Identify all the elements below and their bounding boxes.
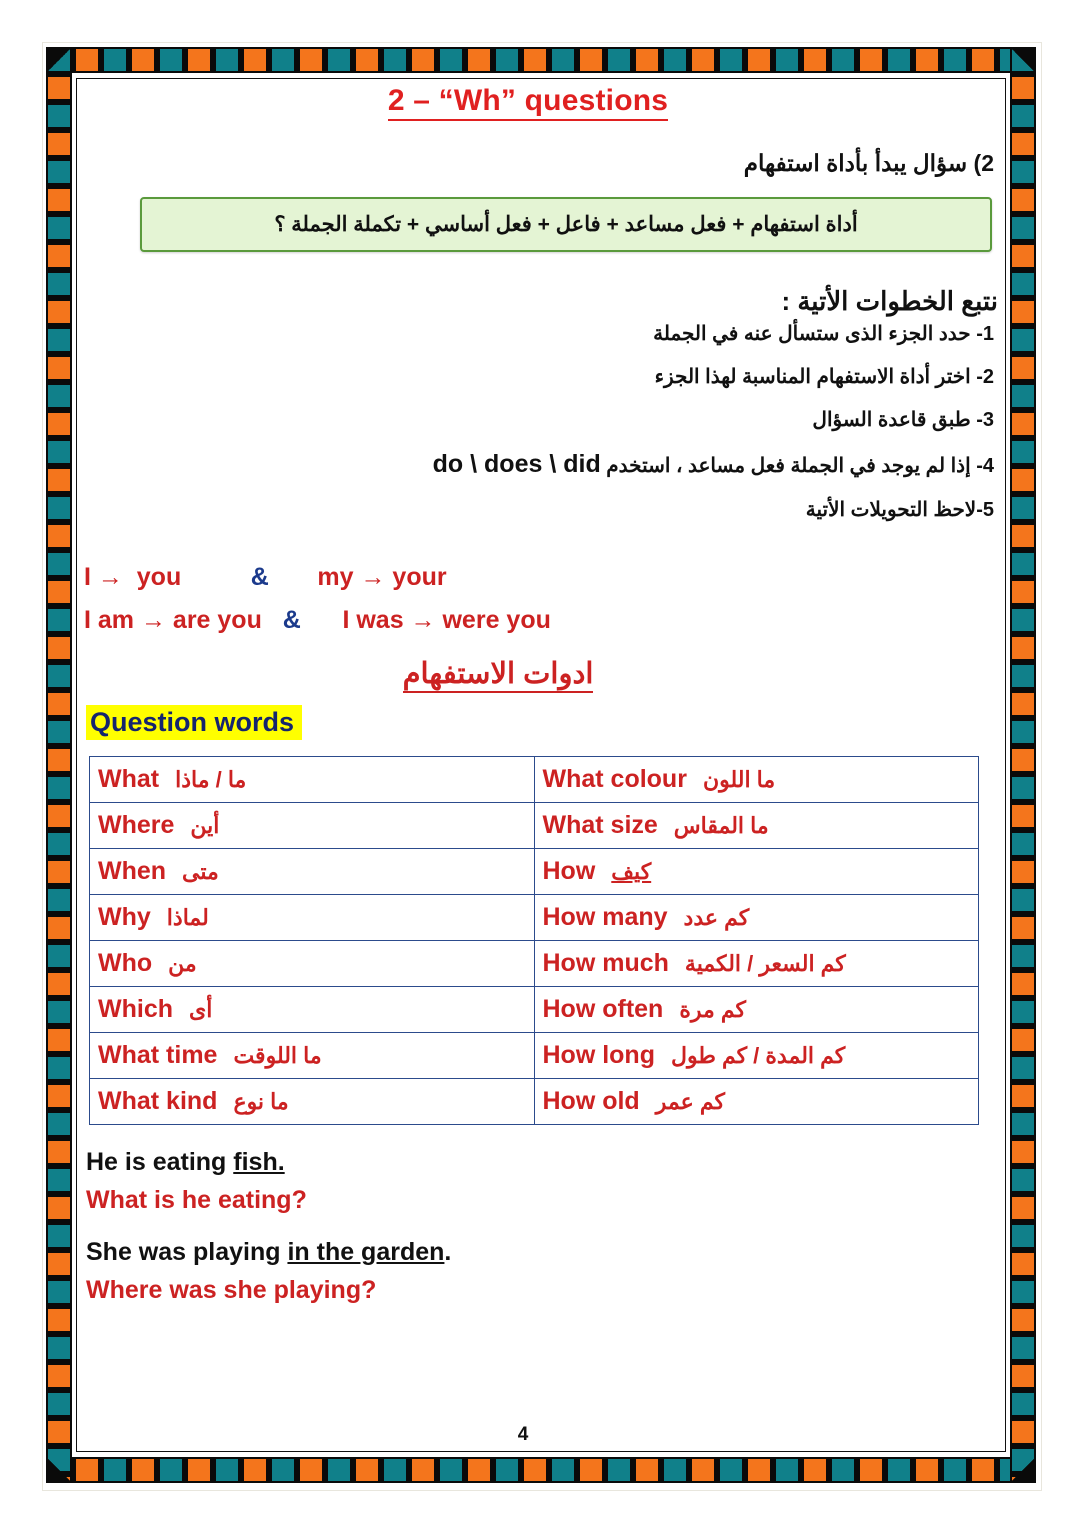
- frame-tile: [48, 385, 70, 407]
- frame-tile: [1012, 1421, 1034, 1443]
- frame-band-bottom: [46, 1457, 1036, 1483]
- frame-corner-top-right-icon: [1010, 47, 1036, 73]
- conversion-2-amp: &: [282, 606, 301, 634]
- frame-tile: [776, 1459, 798, 1481]
- frame-tile: [48, 469, 70, 491]
- question-word-cell-left: [90, 757, 535, 803]
- frame-tile: [48, 861, 70, 883]
- question-word-pair: [543, 857, 971, 886]
- frame-tile: [48, 1309, 70, 1331]
- content-area: [78, 80, 1008, 1460]
- question-word-cell-left: [90, 895, 535, 941]
- question-word-english: How old: [542, 1087, 640, 1115]
- question-word-pair: [543, 949, 971, 978]
- frame-tile: [1012, 441, 1034, 463]
- frame-tile: [720, 1459, 742, 1481]
- frame-tile: [216, 1459, 238, 1481]
- question-word-pair: [98, 857, 526, 886]
- frame-tile: [48, 217, 70, 239]
- frame-tile: [48, 609, 70, 631]
- question-word-pair: [543, 1041, 971, 1070]
- example-2-question: Where was she playing?: [86, 1276, 377, 1304]
- frame-tile: [300, 49, 322, 71]
- frame-tile: [1012, 1337, 1034, 1359]
- example-2-statement: [86, 1233, 1008, 1271]
- frame-tile: [1012, 805, 1034, 827]
- frame-tile: [104, 1459, 126, 1481]
- frame-tile: [1012, 973, 1034, 995]
- frame-tile: [1012, 189, 1034, 211]
- pronoun-conversions: [78, 556, 1008, 642]
- question-word-arabic: ما اللون: [702, 767, 776, 792]
- question-word-arabic: لماذا: [166, 905, 209, 930]
- step-1-text: 1- حدد الجزء الذى ستسأل عنه في الجملة: [653, 323, 994, 345]
- question-word-english: How much: [542, 949, 669, 977]
- frame-tile: [720, 49, 742, 71]
- question-word-pair: [543, 995, 971, 1024]
- frame-tile: [48, 833, 70, 855]
- frame-tile: [356, 1459, 378, 1481]
- question-word-arabic: كم عدد: [683, 905, 750, 930]
- frame-tile: [1012, 497, 1034, 519]
- frame-tile: [48, 805, 70, 827]
- question-word-pair: [543, 811, 971, 840]
- frame-tile: [972, 1459, 994, 1481]
- frame-band-left: [46, 47, 72, 1483]
- step-4-text: 4- إذا لم يوجد في الجملة فعل مساعد ، استخدم: [606, 455, 994, 477]
- frame-tile: [328, 49, 350, 71]
- frame-tile: [48, 273, 70, 295]
- question-word-arabic: كم السعر / الكمية: [684, 951, 846, 976]
- step-2: [78, 364, 1008, 389]
- example-2-statement-underline: in the garden: [287, 1238, 445, 1266]
- frame-tile: [356, 49, 378, 71]
- question-word-english: How many: [542, 903, 668, 931]
- frame-tile: [48, 1197, 70, 1219]
- frame-tile: [580, 1459, 602, 1481]
- frame-tile: [1012, 385, 1034, 407]
- question-word-english: Why: [98, 903, 151, 931]
- question-word-cell-right: [534, 757, 979, 803]
- table-row: [90, 757, 979, 803]
- question-word-arabic: ما اللوقت: [233, 1043, 322, 1068]
- frame-tile: [48, 917, 70, 939]
- question-word-cell-right: [534, 803, 979, 849]
- formula-box: أداة استفهام + فعل مساعد + فاعل + فعل أساسي + تكملة الجملة ؟: [140, 197, 992, 252]
- frame-tile: [48, 637, 70, 659]
- frame-tile: [48, 189, 70, 211]
- conversion-1-amp: &: [250, 563, 269, 591]
- question-word-english: How long: [542, 1041, 655, 1069]
- frame-tile: [1012, 721, 1034, 743]
- frame-tile: [860, 49, 882, 71]
- frame-tile: [48, 161, 70, 183]
- frame-tile: [692, 49, 714, 71]
- frame-tile: [1012, 357, 1034, 379]
- frame-tile: [48, 133, 70, 155]
- question-word-arabic: كم المدة / كم طول: [670, 1043, 846, 1068]
- question-word-cell-left: [90, 1033, 535, 1079]
- frame-tile: [496, 1459, 518, 1481]
- frame-tile: [1012, 1253, 1034, 1275]
- table-row: [90, 987, 979, 1033]
- question-word-cell-right: [534, 849, 979, 895]
- frame-tile: [1012, 1309, 1034, 1331]
- frame-tile: [48, 1113, 70, 1135]
- question-word-cell-left: [90, 987, 535, 1033]
- frame-tile: [832, 49, 854, 71]
- frame-tile: [440, 49, 462, 71]
- frame-tile: [188, 1459, 210, 1481]
- question-word-arabic: كم مرة: [679, 997, 747, 1022]
- frame-tile: [1012, 217, 1034, 239]
- frame-tile: [1012, 469, 1034, 491]
- table-row: [90, 849, 979, 895]
- example-2-statement-post: .: [444, 1238, 452, 1266]
- arabic-section-heading-text: ادوات الاستفهام: [403, 658, 594, 693]
- frame-tile: [636, 1459, 658, 1481]
- frame-tile: [48, 525, 70, 547]
- frame-tile: [48, 1169, 70, 1191]
- question-word-cell-left: [90, 849, 535, 895]
- frame-tile: [1012, 245, 1034, 267]
- frame-tile: [48, 245, 70, 267]
- frame-tile: [1012, 833, 1034, 855]
- question-word-arabic: أى: [189, 997, 213, 1022]
- frame-tile: [48, 497, 70, 519]
- question-word-pair: [98, 1041, 526, 1070]
- question-word-arabic: كم عمر: [655, 1089, 725, 1114]
- question-word-pair: [98, 995, 526, 1024]
- frame-tile: [328, 1459, 350, 1481]
- question-word-cell-left: [90, 803, 535, 849]
- frame-tile: [48, 1253, 70, 1275]
- frame-tile: [272, 1459, 294, 1481]
- frame-tile: [48, 777, 70, 799]
- step-1: [78, 321, 1008, 346]
- step-5: [78, 497, 1008, 522]
- frame-tile: [384, 1459, 406, 1481]
- frame-tile: [76, 1459, 98, 1481]
- example-2-statement-pre: She was playing: [86, 1238, 288, 1266]
- question-word-pair: [543, 765, 971, 794]
- frame-tile: [524, 1459, 546, 1481]
- question-word-english: What kind: [98, 1087, 218, 1115]
- frame-tile: [552, 49, 574, 71]
- frame-tile: [1012, 749, 1034, 771]
- question-word-arabic: أين: [190, 813, 220, 838]
- frame-tile: [48, 581, 70, 603]
- frame-tile: [440, 1459, 462, 1481]
- frame-tile: [48, 665, 70, 687]
- frame-tile: [1012, 273, 1034, 295]
- frame-tile: [1012, 609, 1034, 631]
- step-4: [78, 450, 1008, 479]
- page-title: [48, 80, 1008, 118]
- frame-tile: [160, 49, 182, 71]
- frame-tile: [300, 1459, 322, 1481]
- conversion-1-left: I → you: [84, 563, 182, 591]
- question-word-pair: [98, 1087, 526, 1116]
- frame-tile: [1012, 1113, 1034, 1135]
- question-words-table: [89, 756, 979, 1125]
- frame-tile: [216, 49, 238, 71]
- frame-tile: [1012, 581, 1034, 603]
- frame-tile: [748, 1459, 770, 1481]
- question-word-arabic: كيف: [611, 859, 652, 884]
- conversion-1-right: my → your: [317, 563, 447, 591]
- frame-band-top: [46, 47, 1036, 73]
- step-3-text: 3- طبق قاعدة السؤال: [812, 409, 994, 431]
- frame-tile: [1012, 1281, 1034, 1303]
- frame-tile: [1012, 1057, 1034, 1079]
- question-words-heading: [78, 707, 1008, 738]
- frame-tile: [888, 49, 910, 71]
- frame-tile: [48, 973, 70, 995]
- question-word-english: What: [98, 765, 160, 793]
- frame-tile: [48, 945, 70, 967]
- conversion-2-right: I was → were you: [342, 606, 551, 634]
- steps-heading: نتبع الخطوات الأتية :: [781, 286, 998, 316]
- frame-tile: [412, 49, 434, 71]
- question-word-arabic: من: [168, 951, 197, 976]
- question-word-english: Which: [98, 995, 173, 1023]
- frame-tile: [48, 1001, 70, 1023]
- frame-tile: [132, 1459, 154, 1481]
- frame-tile: [1012, 1169, 1034, 1191]
- frame-tile: [412, 1459, 434, 1481]
- question-word-cell-right: [534, 1079, 979, 1125]
- question-word-english: Where: [98, 811, 175, 839]
- question-word-arabic: متى: [182, 859, 219, 884]
- frame-tile: [76, 49, 98, 71]
- example-1-statement-pre: He is eating: [86, 1148, 234, 1176]
- frame-band-right: [1010, 47, 1036, 1483]
- question-word-cell-left: [90, 1079, 535, 1125]
- frame-tile: [860, 1459, 882, 1481]
- frame-tile: [1012, 525, 1034, 547]
- page-title-text: 2 – “Wh” questions: [388, 84, 668, 121]
- frame-tile: [1012, 1029, 1034, 1051]
- frame-tile: [384, 49, 406, 71]
- question-word-cell-right: [534, 895, 979, 941]
- frame-tile: [692, 1459, 714, 1481]
- frame-tile: [608, 1459, 630, 1481]
- frame-tile: [48, 1281, 70, 1303]
- frame-tile: [468, 49, 490, 71]
- table-row: [90, 803, 979, 849]
- frame-tile: [1012, 105, 1034, 127]
- question-word-pair: [98, 765, 526, 794]
- question-word-pair: [98, 949, 526, 978]
- frame-tile: [1012, 693, 1034, 715]
- frame-tile: [1012, 889, 1034, 911]
- question-word-english: What time: [98, 1041, 218, 1069]
- frame-tile: [1012, 413, 1034, 435]
- question-word-arabic: ما نوع: [233, 1089, 289, 1114]
- frame-tile: [944, 49, 966, 71]
- question-word-pair: [98, 903, 526, 932]
- frame-tile: [552, 1459, 574, 1481]
- examples-section: [78, 1143, 1008, 1309]
- frame-corner-bottom-left-icon: [46, 1457, 72, 1483]
- frame-tile: [776, 49, 798, 71]
- frame-tile: [1012, 77, 1034, 99]
- question-words-heading-text: Question words: [86, 705, 302, 740]
- question-word-cell-right: [534, 941, 979, 987]
- arabic-section-heading: [78, 656, 918, 691]
- frame-tile: [664, 49, 686, 71]
- question-word-pair: [98, 811, 526, 840]
- step-3: [78, 407, 1008, 432]
- conversion-2-left: I am → are you: [84, 606, 262, 634]
- frame-tile: [1012, 1141, 1034, 1163]
- frame-tile: [48, 553, 70, 575]
- frame-tile: [48, 1141, 70, 1163]
- frame-tile: [468, 1459, 490, 1481]
- frame-corner-top-left-icon: [46, 47, 72, 73]
- table-row: [90, 941, 979, 987]
- frame-tile: [496, 49, 518, 71]
- example-1-statement-underline: fish.: [233, 1148, 285, 1176]
- table-row: [90, 1079, 979, 1125]
- frame-tile: [1012, 133, 1034, 155]
- frame-tile: [972, 49, 994, 71]
- frame-corner-bottom-right-icon: [1010, 1457, 1036, 1483]
- question-word-pair: [543, 1087, 971, 1116]
- frame-tile: [1012, 301, 1034, 323]
- example-1-question: What is he eating?: [86, 1186, 307, 1214]
- frame-tile: [104, 49, 126, 71]
- step-4-english: do \ does \ did: [432, 450, 601, 478]
- frame-tile: [1012, 665, 1034, 687]
- table-row: [90, 1033, 979, 1079]
- frame-tile: [748, 49, 770, 71]
- frame-tile: [48, 1337, 70, 1359]
- page-number: 4: [517, 1424, 529, 1445]
- question-word-pair: [543, 903, 971, 932]
- frame-tile: [48, 693, 70, 715]
- frame-tile: [608, 49, 630, 71]
- frame-tile: [160, 1459, 182, 1481]
- frame-tile: [580, 49, 602, 71]
- frame-tile: [48, 413, 70, 435]
- frame-tile: [636, 49, 658, 71]
- question-word-english: When: [98, 857, 167, 885]
- frame-tile: [916, 49, 938, 71]
- frame-tile: [272, 49, 294, 71]
- frame-tile: [804, 49, 826, 71]
- frame-tile: [1012, 945, 1034, 967]
- question-word-arabic: ما المقاس: [673, 813, 769, 838]
- step-5-text: 5-لاحظ التحويلات الأتية: [805, 499, 994, 521]
- frame-tile: [48, 329, 70, 351]
- frame-tile: [48, 301, 70, 323]
- frame-tile: [48, 1225, 70, 1247]
- frame-tile: [244, 1459, 266, 1481]
- frame-tile: [48, 357, 70, 379]
- frame-tile: [1012, 861, 1034, 883]
- frame-tile: [48, 1393, 70, 1415]
- intro-line: 2) سؤال يبدأ بأداة استفهام: [743, 150, 994, 176]
- frame-tile: [48, 749, 70, 771]
- frame-tile: [132, 49, 154, 71]
- frame-tile: [916, 1459, 938, 1481]
- frame-tile: [48, 889, 70, 911]
- frame-tile: [1012, 329, 1034, 351]
- frame-tile: [524, 49, 546, 71]
- frame-tile: [1012, 1197, 1034, 1219]
- table-row: [90, 895, 979, 941]
- frame-tile: [944, 1459, 966, 1481]
- step-2-text: 2- اختر أداة الاستفهام المناسبة لهذا الجزء: [654, 366, 994, 388]
- frame-tile: [664, 1459, 686, 1481]
- frame-tile: [1012, 917, 1034, 939]
- question-word-english: What colour: [542, 765, 687, 793]
- frame-tile: [1012, 777, 1034, 799]
- question-word-cell-right: [534, 987, 979, 1033]
- frame-tile: [1012, 637, 1034, 659]
- frame-tile: [1012, 161, 1034, 183]
- frame-tile: [48, 1029, 70, 1051]
- frame-tile: [188, 49, 210, 71]
- question-word-english: Who: [98, 949, 153, 977]
- frame-tile: [1012, 1225, 1034, 1247]
- frame-tile: [1012, 1393, 1034, 1415]
- question-word-english: How: [542, 857, 596, 885]
- question-word-arabic: ما / ماذا: [175, 767, 247, 792]
- frame-tile: [888, 1459, 910, 1481]
- frame-tile: [244, 49, 266, 71]
- frame-tile: [1012, 1085, 1034, 1107]
- question-word-english: How often: [542, 995, 664, 1023]
- frame-tile: [1012, 1001, 1034, 1023]
- frame-tile: [48, 721, 70, 743]
- frame-tile: [832, 1459, 854, 1481]
- question-word-cell-right: [534, 1033, 979, 1079]
- frame-tile: [1012, 1365, 1034, 1387]
- frame-tile: [48, 441, 70, 463]
- frame-tile: [1012, 553, 1034, 575]
- frame-tile: [804, 1459, 826, 1481]
- question-word-english: What size: [542, 811, 658, 839]
- question-word-cell-left: [90, 941, 535, 987]
- example-1-statement: [86, 1143, 1008, 1181]
- frame-tile: [48, 1057, 70, 1079]
- frame-tile: [48, 1365, 70, 1387]
- frame-tile: [48, 1085, 70, 1107]
